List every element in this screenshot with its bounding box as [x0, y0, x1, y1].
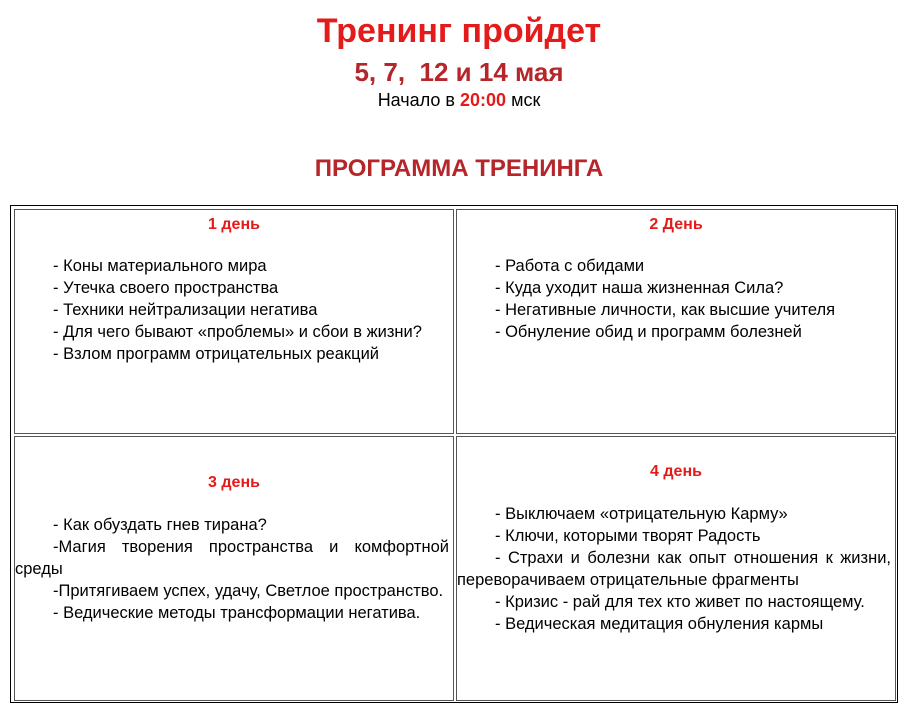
start-time-line — [0, 89, 918, 111]
list-item: -Магия творения пространства и комфортной среды — [15, 538, 449, 578]
day-3-title: 3 день — [208, 474, 260, 491]
day-2-cell — [456, 209, 896, 434]
day-3-items — [15, 514, 453, 624]
day-1-cell — [14, 209, 454, 434]
training-dates: 5, 7, 12 и 14 мая — [354, 57, 564, 87]
list-item: - Утечка своего пространства — [53, 279, 279, 297]
list-item: -Притягиваем успех, удачу, Светлое пространство. — [53, 582, 444, 600]
program-heading: ПРОГРАММА ТРЕНИНГА — [314, 155, 604, 182]
start-prefix: Начало в — [377, 90, 455, 110]
day-1-items — [53, 255, 453, 365]
list-item: - Страхи и болезни как опыт отношения к жизни, переворачиваем отрицательные фрагменты — [457, 549, 891, 589]
list-item: - Работа с обидами — [495, 257, 645, 275]
list-item: - Негативные личности, как высшие учителя — [495, 301, 836, 319]
list-item: - Ведическая медитация обнуления кармы — [495, 615, 824, 633]
list-item: - Коны материального мира — [53, 257, 267, 275]
list-item: - Ведические методы трансформации негатива. — [53, 604, 421, 622]
list-item: - Взлом программ отрицательных реакций — [53, 345, 380, 363]
list-item: - Кризис - рай для тех кто живет по настоящему. — [495, 593, 865, 611]
day-4-items — [457, 503, 895, 635]
program-table — [10, 205, 898, 703]
day-3-cell — [14, 436, 454, 701]
list-item: - Обнуление обид и программ болезней — [495, 323, 802, 341]
day-2-items — [495, 255, 895, 343]
day-4-cell — [456, 436, 896, 701]
list-item: - Куда уходит наша жизненная Сила? — [495, 279, 784, 297]
day-2-title: 2 День — [649, 216, 703, 233]
list-item: - Техники нейтрализации негатива — [53, 301, 318, 319]
list-item: - Выключаем «отрицательную Карму» — [495, 505, 788, 523]
page-title: Тренинг пройдет — [316, 12, 602, 50]
start-time: 20:00 — [460, 90, 507, 110]
list-item: - Как обуздать гнев тирана? — [53, 516, 267, 534]
day-1-title: 1 день — [208, 216, 260, 233]
day-4-title: 4 день — [650, 463, 702, 480]
list-item: - Для чего бывают «проблемы» и сбои в жизни? — [53, 323, 422, 341]
start-suffix: мск — [511, 90, 541, 110]
list-item: - Ключи, которыми творят Радость — [495, 527, 761, 545]
